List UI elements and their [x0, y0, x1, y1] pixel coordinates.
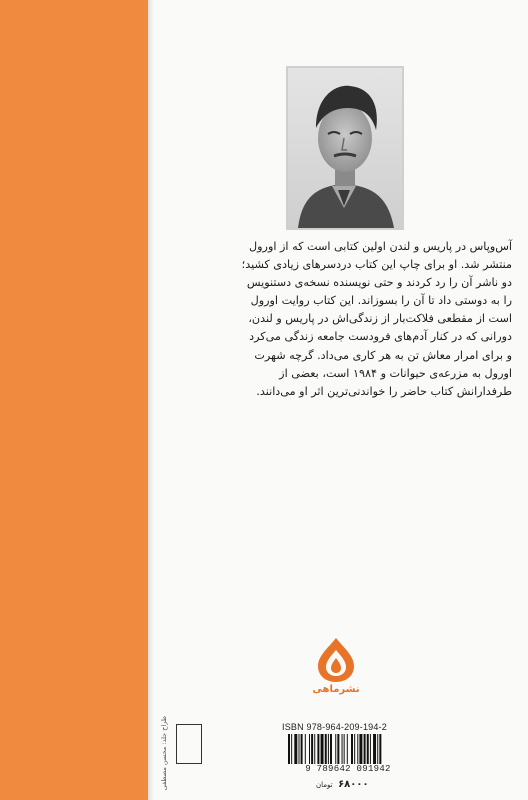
isbn-label: ISBN 978-964-209-194-2: [282, 722, 387, 732]
barcode-bar: [328, 734, 329, 764]
barcode-bar: [294, 734, 297, 764]
barcode-bar: [344, 734, 345, 764]
barcode-bar: [309, 734, 310, 764]
price-unit: تومان: [316, 781, 333, 789]
barcode-bar: [325, 734, 327, 764]
book-description: آس‌وپاس در پاریس و لندن اولین کتابی است که از اورول منتشر شد. او برای چاپ این کتاب دردسرهای زیادی کشید؛ دو ناشر آن را رد کردند و حتی نویسنده نسخه‌ی دستنویس را به دوستی داد تا آن را بسوزاند. این کتاب روایت اورول است از مقطعی فلاکت‌بار از زندگی‌اش در پاریس و لندن، دورانی که در کنار آدم‌های فرودست جامعه زندگی می‌کرد و برای امرار معاش تن به هر کاری می‌داد. گرچه شهرت اورول به مزرعه‌ی حیوانات و ۱۹۸۴ است، بعضی از طرفدارانش کتاب حاضر را خواندنی‌ترین اثر او می‌دانند.: [241, 240, 512, 398]
barcode-bar: [357, 734, 358, 764]
barcode-bar: [299, 734, 300, 764]
publisher-logo-icon: [314, 636, 358, 684]
author-portrait-image: [286, 66, 404, 230]
barcode-bar: [321, 734, 324, 764]
barcode-bar: [291, 734, 292, 764]
barcode-bar: [377, 734, 378, 764]
barcode-bar: [301, 734, 303, 764]
designer-mark: [176, 724, 202, 764]
barcode-bar: [314, 734, 315, 764]
barcode-bar: [354, 734, 355, 764]
spine-shadow: [148, 0, 154, 800]
barcode: [288, 734, 412, 764]
barcode-bar: [367, 734, 369, 764]
barcode-bar: [351, 734, 353, 764]
barcode-bar: [317, 734, 319, 764]
barcode-bar: [370, 734, 371, 764]
barcode-bar: [311, 734, 313, 764]
barcode-bar: [373, 734, 376, 764]
price-value: ۶۸۰۰۰: [338, 779, 369, 790]
barcode-bar: [347, 734, 348, 764]
barcode-bar: [335, 734, 336, 764]
barcode-bar: [364, 734, 366, 764]
cover-designer-credit: طراح جلد: محسن مصطفی: [160, 716, 168, 791]
barcode-bar: [330, 734, 332, 764]
barcode-bar: [288, 734, 290, 764]
orange-spine-band: [0, 0, 148, 800]
barcode-digits: 9 789642 091942: [305, 764, 391, 774]
barcode-bar: [337, 734, 339, 764]
publisher-name: نشرماهی: [312, 684, 360, 695]
barcode-bar: [379, 734, 381, 764]
barcode-bar: [342, 734, 343, 764]
barcode-bar: [359, 734, 362, 764]
barcode-bar: [305, 734, 306, 764]
price: [316, 779, 369, 790]
